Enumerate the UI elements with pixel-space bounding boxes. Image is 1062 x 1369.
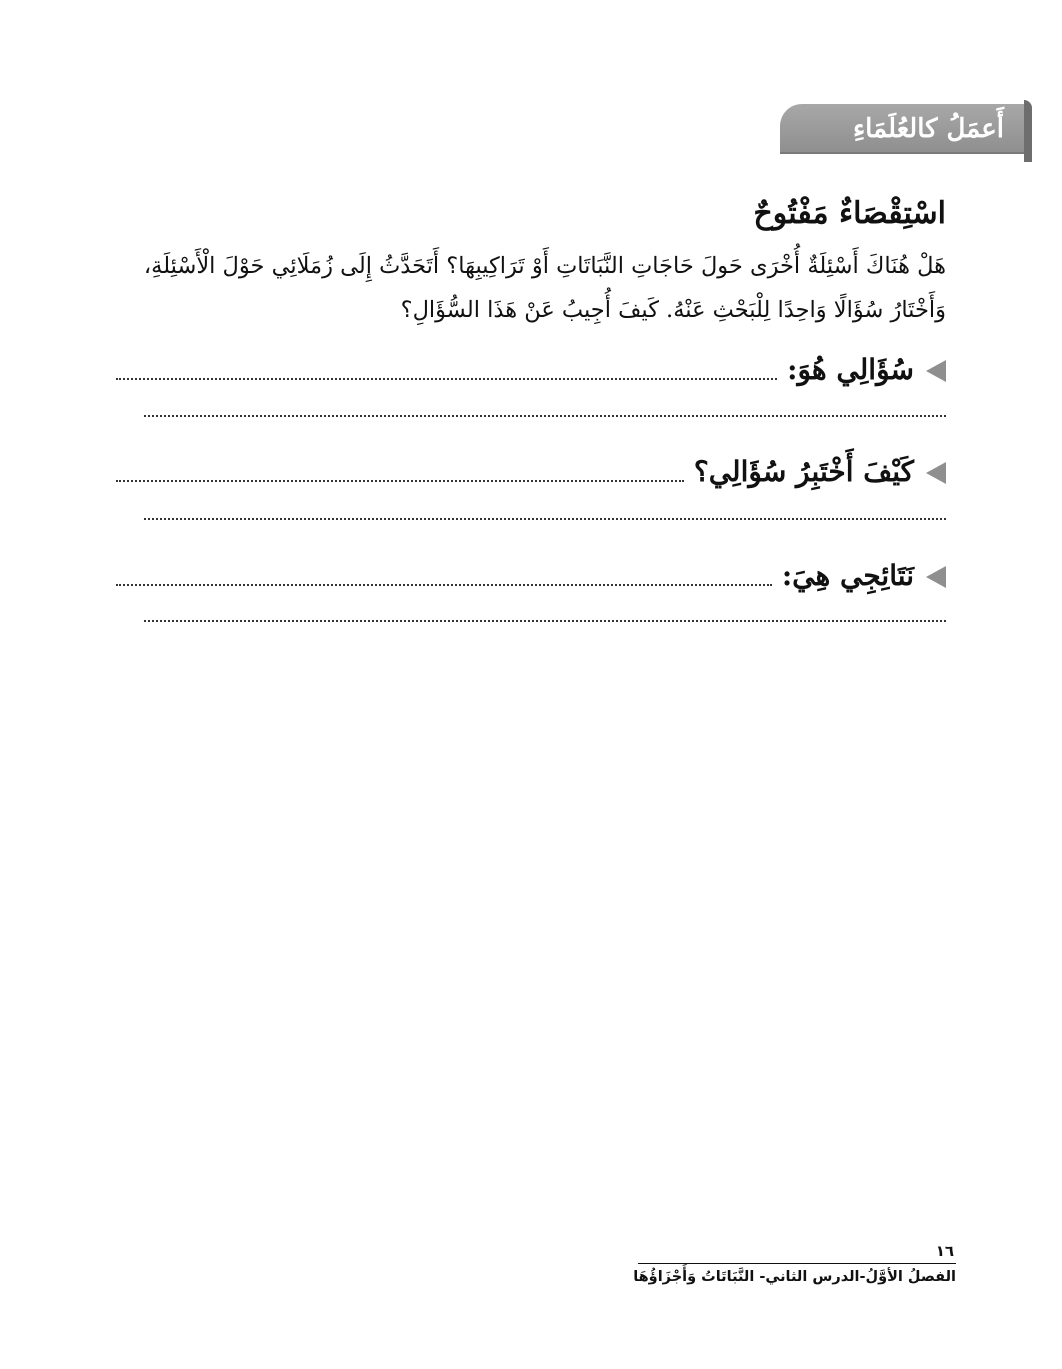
footer-chapter-text: الفصلُ الأوَّلُ-الدرس الثاني- النَّبَاتَاتُ وَأَجْزَاؤُهَا xyxy=(633,1269,956,1285)
answer-line-results-2[interactable] xyxy=(144,620,946,622)
section-tab-title: أَعمَلُ كالعُلَمَاءِ xyxy=(852,114,1004,144)
answer-line-question-2[interactable] xyxy=(144,415,946,417)
prompt-row-test xyxy=(116,446,946,492)
answer-line-test[interactable] xyxy=(116,480,684,482)
arrow-left-icon xyxy=(926,566,946,588)
intro-line-2: وَأَخْتَارُ سُؤَالًا وَاحِدًا لِلْبَحْثِ عَنْهُ. كَيفَ أُجِيبُ عَنْ هَذَا السُّؤَالِ؟ xyxy=(400,297,946,323)
page-number: ١٦ xyxy=(935,1242,954,1260)
arrow-left-icon xyxy=(926,462,946,484)
prompt-label-results: نَتَائِجِي هِيَ: xyxy=(781,559,914,592)
answer-line-question[interactable] xyxy=(116,378,777,380)
intro-line-1: هَلْ هُنَاكَ أَسْئِلَةٌ أُخْرَى حَولَ حَاجَاتِ النَّبَاتَاتِ أَوْ تَرَاكِيبِهَا؟ أَتَحَدَّثُ إِلَى زُمَلَائِي حَوْلَ الْأَسْئِلَةِ، xyxy=(143,253,946,279)
answer-line-results[interactable] xyxy=(116,584,772,586)
prompt-row-question xyxy=(116,344,946,390)
section-heading: اسْتِقْصَاءٌ مَفْتُوحٌ xyxy=(753,196,946,231)
section-tab xyxy=(780,104,1026,154)
prompt-label-question: سُؤَالِي هُوَ: xyxy=(787,353,914,386)
prompt-label-test: كَيْفَ أَخْتَبِرُ سُؤَالِي؟ xyxy=(693,455,914,488)
footer-divider xyxy=(638,1263,956,1264)
answer-line-test-2[interactable] xyxy=(144,518,946,520)
arrow-left-icon xyxy=(926,360,946,382)
intro-paragraph xyxy=(116,244,946,332)
prompt-row-results xyxy=(116,550,946,596)
section-tab-edge xyxy=(1024,100,1032,162)
